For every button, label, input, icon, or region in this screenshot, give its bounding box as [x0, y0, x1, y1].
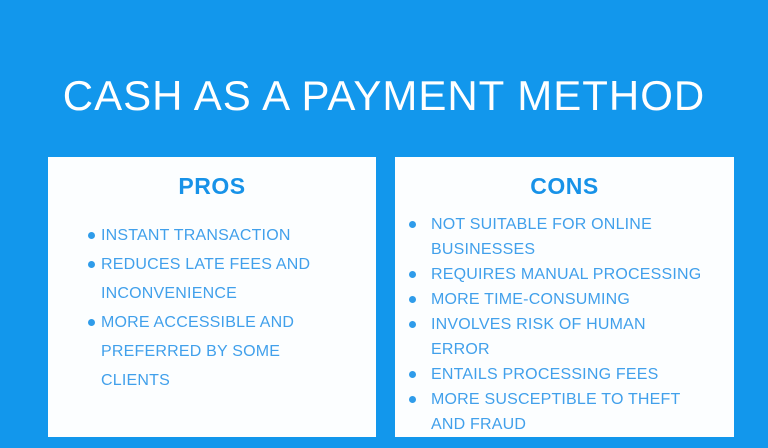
bullet-icon — [409, 221, 416, 228]
list-item-text: MORE TIME-CONSUMING — [431, 291, 631, 308]
list-item-text: REDUCES LATE FEES AND INCONVENIENCE — [101, 256, 311, 302]
bullet-icon — [88, 232, 95, 239]
slide-title: CASH AS A PAYMENT METHOD — [62, 72, 706, 119]
list-item — [409, 312, 734, 362]
cons-list — [395, 212, 734, 437]
list-item-text: ENTAILS PROCESSING FEES — [431, 366, 659, 383]
list-item-text: MORE ACCESSIBLE AND PREFERRED BY SOME CLIENTS — [101, 314, 295, 389]
pros-list — [48, 221, 376, 395]
list-item — [409, 287, 734, 312]
bullet-icon — [409, 396, 416, 403]
list-item-text: REQUIRES MANUAL PROCESSING — [431, 266, 702, 283]
list-item-text: INSTANT TRANSACTION — [101, 227, 291, 244]
bullet-icon — [409, 271, 416, 278]
list-item — [409, 212, 734, 262]
bullet-icon — [88, 319, 95, 326]
list-item — [409, 262, 734, 287]
pros-card — [48, 157, 376, 437]
list-item — [409, 387, 734, 437]
list-item-text: INVOLVES RISK OF HUMAN ERROR — [431, 316, 646, 358]
list-item-text: NOT SUITABLE FOR ONLINE BUSINESSES — [431, 216, 652, 258]
list-item-text: MORE SUSCEPTIBLE TO THEFT AND FRAUD — [431, 391, 681, 433]
bullet-icon — [409, 321, 416, 328]
bullet-icon — [409, 371, 416, 378]
bullet-icon — [409, 296, 416, 303]
list-item — [88, 250, 376, 308]
pros-heading: PROS — [178, 173, 246, 199]
cons-card — [395, 157, 734, 437]
list-item — [88, 308, 376, 395]
list-item — [88, 221, 376, 250]
list-item — [409, 362, 734, 387]
bullet-icon — [88, 261, 95, 268]
cons-heading: CONS — [530, 173, 599, 199]
